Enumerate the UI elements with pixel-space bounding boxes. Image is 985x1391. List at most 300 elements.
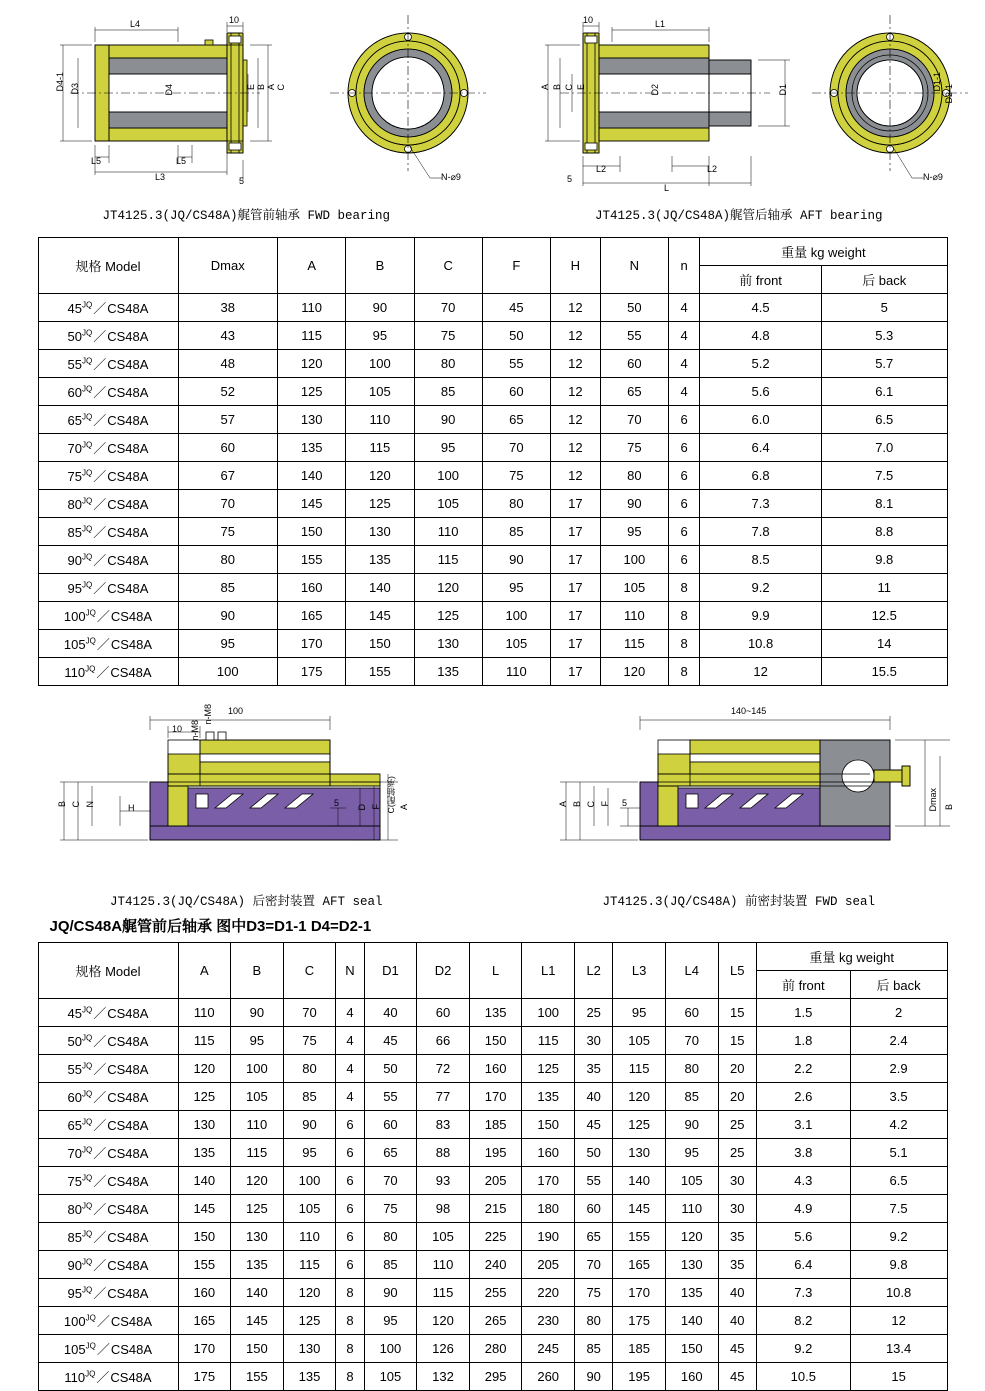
cell-D2: 115 [417, 1279, 470, 1307]
cell-D2: 66 [417, 1027, 470, 1055]
cell-C: 90 [414, 406, 482, 434]
dim-140-145: 140~145 [731, 706, 766, 716]
table2-head [38, 943, 947, 999]
th-A: A [278, 238, 346, 294]
cell-front: 7.3 [756, 1279, 850, 1307]
cell-B: 125 [231, 1195, 284, 1223]
dim-D1-1: D1-1 [932, 72, 942, 92]
th-model: 规格 Model [38, 238, 178, 294]
model-cell: $65^{JQ}/CS48A$ [38, 406, 178, 434]
table-row [38, 1083, 947, 1111]
dim-C-bearing: C(配轴承) [385, 776, 397, 813]
cell-back: 11 [821, 574, 947, 602]
th-F: F [482, 238, 550, 294]
cell-front: 6.4 [756, 1251, 850, 1279]
cell-C: 90 [283, 1111, 336, 1139]
cell-n: 6 [668, 462, 699, 490]
table1-body [38, 294, 947, 686]
th2-L3: L3 [613, 943, 666, 999]
model-cell: $50^{JQ}/CS48A$ [38, 322, 178, 350]
cell-N: 110 [600, 602, 668, 630]
cell-B: 90 [346, 294, 414, 322]
cell-front: 9.2 [756, 1335, 850, 1363]
cell-dmax: 80 [178, 546, 278, 574]
cell-L2: 25 [575, 999, 613, 1027]
dim-L1: L1 [655, 19, 665, 29]
dim-Al: A [399, 804, 409, 810]
cell-back: 15.5 [821, 658, 947, 686]
th2-N: N [336, 943, 364, 999]
top-drawings-svg [0, 0, 985, 205]
cell-C: 135 [283, 1363, 336, 1391]
dim-L5a: L5 [91, 156, 101, 166]
cell-L2: 60 [575, 1195, 613, 1223]
cell-D1: 50 [364, 1055, 417, 1083]
cell-H: 12 [550, 294, 600, 322]
dim-Hl: H [128, 803, 135, 813]
cell-L2: 30 [575, 1027, 613, 1055]
cell-C: 105 [283, 1195, 336, 1223]
table1-head [38, 238, 947, 294]
cell-back: 4.2 [850, 1111, 947, 1139]
model-cell: $80^{JQ}/CS48A$ [38, 1195, 178, 1223]
model-cell: $55^{JQ}/CS48A$ [38, 350, 178, 378]
top-captions [0, 205, 985, 223]
cell-A: 140 [278, 462, 346, 490]
dim-Fr2: F [600, 801, 610, 807]
table-row [38, 1167, 947, 1195]
cell-C: 130 [414, 630, 482, 658]
dim-L: L [664, 183, 669, 193]
th2-D1: D1 [364, 943, 417, 999]
cell-N: 65 [600, 378, 668, 406]
dim-10r: 10 [583, 15, 593, 25]
cell-L5: 15 [718, 999, 756, 1027]
cell-D2: 60 [417, 999, 470, 1027]
cell-C: 70 [414, 294, 482, 322]
cell-D2: 83 [417, 1111, 470, 1139]
cell-H: 12 [550, 434, 600, 462]
cell-F: 45 [482, 294, 550, 322]
cell-L5: 20 [718, 1083, 756, 1111]
cell-back: 9.8 [850, 1251, 947, 1279]
cell-L4: 120 [665, 1223, 718, 1251]
cell-D2: 88 [417, 1139, 470, 1167]
cell-B: 105 [231, 1083, 284, 1111]
model-cell: $75^{JQ}/CS48A$ [38, 1167, 178, 1195]
cell-n: 4 [668, 322, 699, 350]
cell-front: 5.2 [700, 350, 822, 378]
cell-L1: 115 [522, 1027, 575, 1055]
dim-L5b: L5 [176, 156, 186, 166]
dim-D4: D4 [164, 84, 174, 96]
cell-B: 135 [231, 1251, 284, 1279]
cell-L3: 130 [613, 1139, 666, 1167]
cell-front: 8.5 [700, 546, 822, 574]
dim-D4-1: D4-1 [55, 72, 65, 92]
dim-D2: D2 [650, 84, 660, 96]
table-row [38, 658, 947, 686]
table-row [38, 1363, 947, 1391]
cell-B: 90 [231, 999, 284, 1027]
aft-seal-drawing [150, 732, 380, 840]
cell-L5: 40 [718, 1307, 756, 1335]
cell-L3: 140 [613, 1167, 666, 1195]
dim-C: C [276, 84, 286, 91]
cell-L4: 80 [665, 1055, 718, 1083]
cell-back: 7.5 [821, 462, 947, 490]
cell-B: 135 [346, 546, 414, 574]
th2-L1: L1 [522, 943, 575, 999]
cell-B: 140 [231, 1279, 284, 1307]
cell-L3: 185 [613, 1335, 666, 1363]
cell-L2: 65 [575, 1223, 613, 1251]
dim-Dl: D [357, 804, 367, 811]
dim-5r: 5 [567, 174, 572, 184]
cell-N: 4 [336, 1083, 364, 1111]
cell-C: 125 [283, 1307, 336, 1335]
cell-N: 4 [336, 999, 364, 1027]
cell-front: 12 [700, 658, 822, 686]
model-cell: $65^{JQ}/CS48A$ [38, 1111, 178, 1139]
cell-N: 6 [336, 1167, 364, 1195]
cell-B: 140 [346, 574, 414, 602]
cell-front: 5.6 [700, 378, 822, 406]
cell-L2: 90 [575, 1363, 613, 1391]
cell-B: 150 [231, 1335, 284, 1363]
cell-D1: 40 [364, 999, 417, 1027]
cell-B: 150 [346, 630, 414, 658]
model-cell: $70^{JQ}/CS48A$ [38, 1139, 178, 1167]
cell-C: 110 [283, 1223, 336, 1251]
cell-C: 120 [414, 574, 482, 602]
model-cell: $110^{JQ}/CS48A$ [38, 1363, 178, 1391]
cell-L: 195 [469, 1139, 522, 1167]
cell-n: 4 [668, 350, 699, 378]
cell-F: 50 [482, 322, 550, 350]
th-H: H [550, 238, 600, 294]
cell-front: 10.8 [700, 630, 822, 658]
cell-D2: 105 [417, 1223, 470, 1251]
cell-H: 12 [550, 322, 600, 350]
table-row [38, 490, 947, 518]
cell-L3: 170 [613, 1279, 666, 1307]
model-cell: $90^{JQ}/CS48A$ [38, 1251, 178, 1279]
cell-n: 4 [668, 378, 699, 406]
cell-L: 160 [469, 1055, 522, 1083]
table-row [38, 999, 947, 1027]
cell-C: 80 [414, 350, 482, 378]
cell-N: 8 [336, 1335, 364, 1363]
cell-C: 110 [414, 518, 482, 546]
cell-H: 17 [550, 490, 600, 518]
cell-A: 110 [178, 999, 231, 1027]
cell-C: 120 [283, 1279, 336, 1307]
th-N: N [600, 238, 668, 294]
cell-L2: 70 [575, 1251, 613, 1279]
cell-L3: 165 [613, 1251, 666, 1279]
cell-L2: 85 [575, 1335, 613, 1363]
cell-N: 6 [336, 1251, 364, 1279]
cell-back: 2.9 [850, 1055, 947, 1083]
model-cell: $60^{JQ}/CS48A$ [38, 1083, 178, 1111]
cell-H: 17 [550, 602, 600, 630]
table-row [38, 378, 947, 406]
dim-D3: D3 [70, 83, 80, 95]
cell-D1: 60 [364, 1111, 417, 1139]
th2-L: L [469, 943, 522, 999]
dim-Nl: N [85, 801, 95, 808]
model-cell: $90^{JQ}/CS48A$ [38, 546, 178, 574]
cell-L2: 45 [575, 1111, 613, 1139]
cell-B: 95 [231, 1027, 284, 1055]
cell-dmax: 75 [178, 518, 278, 546]
cell-n: 6 [668, 406, 699, 434]
cell-L3: 145 [613, 1195, 666, 1223]
cell-D1: 105 [364, 1363, 417, 1391]
cell-L: 185 [469, 1111, 522, 1139]
cell-A: 120 [278, 350, 346, 378]
cell-back: 5 [821, 294, 947, 322]
th-C: C [414, 238, 482, 294]
cell-back: 10.8 [850, 1279, 947, 1307]
cell-H: 12 [550, 378, 600, 406]
th2-C: C [283, 943, 336, 999]
cell-dmax: 67 [178, 462, 278, 490]
cell-L4: 110 [665, 1195, 718, 1223]
cell-C: 70 [283, 999, 336, 1027]
table-row [38, 1055, 947, 1083]
cell-N: 55 [600, 322, 668, 350]
cell-N: 6 [336, 1223, 364, 1251]
table2-body [38, 999, 947, 1391]
model-cell: $45^{JQ}/CS48A$ [38, 294, 178, 322]
cell-N: 8 [336, 1307, 364, 1335]
fwd-bearing-caption: JT4125.3(JQ/CS48A)艉管前轴承 FWD bearing [0, 205, 493, 223]
cell-A: 175 [178, 1363, 231, 1391]
cell-back: 6.5 [821, 406, 947, 434]
dim-L2a: L2 [596, 164, 606, 174]
cell-A: 130 [178, 1111, 231, 1139]
dim-nM8a: n-M8 [203, 704, 213, 725]
cell-back: 3.5 [850, 1083, 947, 1111]
cell-L: 135 [469, 999, 522, 1027]
cell-front: 2.6 [756, 1083, 850, 1111]
dim-N-hole-right: N-⌀9 [923, 172, 943, 183]
cell-C: 135 [414, 658, 482, 686]
dim-Fl: F [371, 804, 381, 810]
cell-A: 165 [278, 602, 346, 630]
cell-L3: 105 [613, 1027, 666, 1055]
cell-F: 110 [482, 658, 550, 686]
cell-dmax: 38 [178, 294, 278, 322]
cell-L4: 140 [665, 1307, 718, 1335]
cell-L: 280 [469, 1335, 522, 1363]
dim-L4: L4 [130, 19, 140, 29]
model-cell: $55^{JQ}/CS48A$ [38, 1055, 178, 1083]
cell-L1: 160 [522, 1139, 575, 1167]
table-row [38, 1139, 947, 1167]
cell-N: 60 [600, 350, 668, 378]
dim-N-hole-left: N-⌀9 [441, 172, 461, 183]
cell-back: 12 [850, 1307, 947, 1335]
cell-N: 70 [600, 406, 668, 434]
cell-back: 6.1 [821, 378, 947, 406]
cell-n: 4 [668, 294, 699, 322]
cell-front: 4.5 [700, 294, 822, 322]
cell-N: 105 [600, 574, 668, 602]
cell-L2: 75 [575, 1279, 613, 1307]
cell-L4: 70 [665, 1027, 718, 1055]
table-row [38, 1027, 947, 1055]
cell-front: 3.8 [756, 1139, 850, 1167]
cell-D1: 95 [364, 1307, 417, 1335]
cell-L4: 105 [665, 1167, 718, 1195]
cell-A: 125 [178, 1083, 231, 1111]
cell-L5: 25 [718, 1111, 756, 1139]
table-row [38, 1111, 947, 1139]
cell-front: 7.8 [700, 518, 822, 546]
cell-C: 100 [414, 462, 482, 490]
cell-N: 75 [600, 434, 668, 462]
cell-D2: 132 [417, 1363, 470, 1391]
cell-dmax: 43 [178, 322, 278, 350]
cell-N: 8 [336, 1363, 364, 1391]
cell-L: 240 [469, 1251, 522, 1279]
aft-section [560, 33, 770, 153]
cell-C: 105 [414, 490, 482, 518]
cell-A: 115 [178, 1027, 231, 1055]
cell-D1: 85 [364, 1251, 417, 1279]
model-cell: $110^{JQ}/CS48A$ [38, 658, 178, 686]
cell-D1: 90 [364, 1279, 417, 1307]
cell-F: 70 [482, 434, 550, 462]
dim-L3: L3 [155, 172, 165, 182]
cell-back: 5.7 [821, 350, 947, 378]
th-n: n [668, 238, 699, 294]
bottom-captions [0, 891, 985, 909]
cell-front: 1.5 [756, 999, 850, 1027]
dim-Er: E [576, 84, 586, 90]
cell-L1: 230 [522, 1307, 575, 1335]
table-row [38, 546, 947, 574]
cell-dmax: 48 [178, 350, 278, 378]
fwd-seal-caption: JT4125.3(JQ/CS48A) 前密封装置 FWD seal [493, 891, 985, 909]
cell-B: 115 [231, 1139, 284, 1167]
cell-C: 115 [414, 546, 482, 574]
dim-10b: 10 [172, 724, 182, 734]
cell-L5: 45 [718, 1363, 756, 1391]
model-cell: $100^{JQ}/CS48A$ [38, 1307, 178, 1335]
cell-D2: 120 [417, 1307, 470, 1335]
dim-Ar2: A [558, 801, 568, 807]
aft-seal-caption: JT4125.3(JQ/CS48A) 后密封装置 AFT seal [0, 891, 493, 909]
table-row [38, 1223, 947, 1251]
dim-Br3: B [944, 804, 954, 810]
cell-B: 105 [346, 378, 414, 406]
model-cell: $95^{JQ}/CS48A$ [38, 1279, 178, 1307]
cell-front: 10.5 [756, 1363, 850, 1391]
table-row [38, 434, 947, 462]
cell-N: 80 [600, 462, 668, 490]
cell-B: 145 [231, 1307, 284, 1335]
dim-Cr: C [564, 84, 574, 91]
cell-front: 5.6 [756, 1223, 850, 1251]
cell-front: 6.4 [700, 434, 822, 462]
cell-B: 100 [231, 1055, 284, 1083]
th2-L2: L2 [575, 943, 613, 999]
cell-A: 125 [278, 378, 346, 406]
th-weight-group: 重量 kg weight [700, 238, 947, 266]
cell-front: 4.8 [700, 322, 822, 350]
cell-N: 8 [336, 1279, 364, 1307]
cell-back: 8.8 [821, 518, 947, 546]
cell-L3: 115 [613, 1055, 666, 1083]
cell-L: 225 [469, 1223, 522, 1251]
cell-n: 6 [668, 546, 699, 574]
cell-A: 160 [178, 1279, 231, 1307]
cell-back: 9.8 [821, 546, 947, 574]
cell-A: 145 [278, 490, 346, 518]
cell-L2: 50 [575, 1139, 613, 1167]
cell-C: 115 [283, 1251, 336, 1279]
cell-N: 90 [600, 490, 668, 518]
dim-Dmax: Dmax [928, 788, 938, 812]
cell-L4: 135 [665, 1279, 718, 1307]
cell-L1: 260 [522, 1363, 575, 1391]
cell-F: 55 [482, 350, 550, 378]
cell-L3: 155 [613, 1223, 666, 1251]
cell-B: 120 [231, 1167, 284, 1195]
cell-N: 100 [600, 546, 668, 574]
dim-100: 100 [228, 706, 243, 716]
dim-Cr2: C [586, 801, 596, 808]
th2-weight-group: 重量 kg weight [756, 943, 947, 971]
cell-D1: 45 [364, 1027, 417, 1055]
dim-B: B [256, 84, 266, 90]
th2-B: B [231, 943, 284, 999]
cell-dmax: 90 [178, 602, 278, 630]
cell-N: 95 [600, 518, 668, 546]
model-cell: $75^{JQ}/CS48A$ [38, 462, 178, 490]
dim-Br: B [552, 84, 562, 90]
cell-back: 7.0 [821, 434, 947, 462]
cell-L: 150 [469, 1027, 522, 1055]
cell-back: 7.5 [850, 1195, 947, 1223]
cell-front: 9.2 [700, 574, 822, 602]
cell-L3: 175 [613, 1307, 666, 1335]
cell-D2: 72 [417, 1055, 470, 1083]
cell-D1: 80 [364, 1223, 417, 1251]
cell-A: 130 [278, 406, 346, 434]
cell-N: 6 [336, 1139, 364, 1167]
cell-A: 170 [278, 630, 346, 658]
cell-A: 140 [178, 1167, 231, 1195]
cell-H: 12 [550, 406, 600, 434]
cell-n: 8 [668, 630, 699, 658]
cell-C: 85 [414, 378, 482, 406]
cell-n: 8 [668, 658, 699, 686]
cell-back: 12.5 [821, 602, 947, 630]
cell-front: 1.8 [756, 1027, 850, 1055]
cell-dmax: 85 [178, 574, 278, 602]
cell-front: 4.9 [756, 1195, 850, 1223]
cell-C: 75 [414, 322, 482, 350]
cell-A: 160 [278, 574, 346, 602]
th-weight-back: 后 back [821, 266, 947, 294]
cell-D1: 55 [364, 1083, 417, 1111]
seal-spec-table [38, 942, 948, 1391]
